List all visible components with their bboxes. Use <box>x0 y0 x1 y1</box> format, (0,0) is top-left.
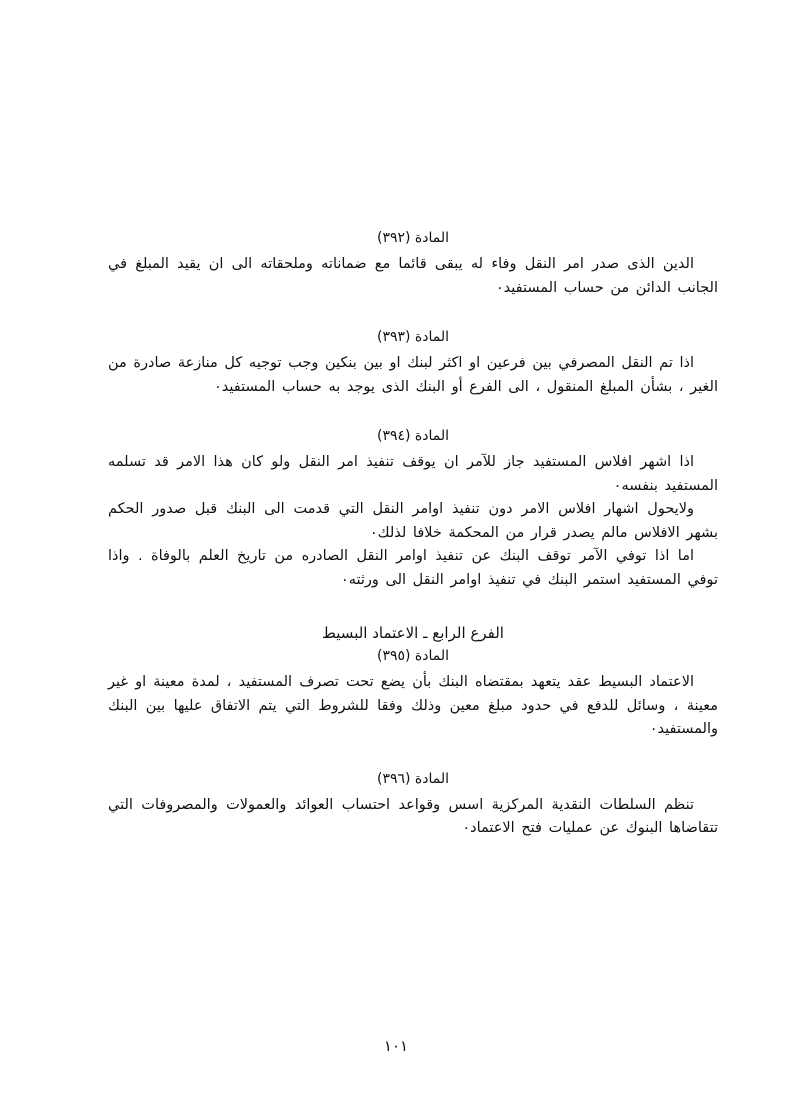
article-heading: المادة (٣٩٢) <box>376 230 450 246</box>
article-paragraph: اذا اشهر افلاس المستفيد جاز للآمر ان يوقف تنفيذ امر النقل ولو كان هذا الامر قد تسلمه المستفيد بنفسه٠ <box>108 454 718 494</box>
article-394 <box>108 426 718 592</box>
article-heading: المادة (٣٩٣) <box>376 329 450 345</box>
article-paragraph: اذا تم النقل المصرفي بين فرعين او اكثر لبنك او بين بنكين وجب توجيه كل منازعة صادرة من الغير ، بشأن المبلغ المنقول ، الى الفرع أو البنك الذى يوجد به حساب المستفيد٠ <box>108 355 718 395</box>
article-heading: المادة (٣٩٥) <box>376 648 450 664</box>
article-paragraph: اما اذا توفي الآمر توقف البنك عن تنفيذ اوامر النقل الصادره من تاريخ العلم بالوفاة . واذا توفي المستفيد استمر البنك في تنفيذ اوامر النقل الى ورثته٠ <box>108 548 718 588</box>
section-heading: الفرع الرابع ـ الاعتماد البسيط <box>322 624 504 642</box>
article-heading: المادة (٣٩٦) <box>376 770 450 787</box>
article-395 <box>108 646 718 742</box>
article-paragraph: الدين الذى صدر امر النقل وفاء له يبقى قائما مع ضماناته وملحقاته الى ان يقيد المبلغ في الجانب الدائن من حساب المستفيد٠ <box>108 256 718 296</box>
article-396 <box>108 769 718 841</box>
article-393 <box>108 327 718 399</box>
article-heading: المادة (٣٩٤) <box>376 428 450 444</box>
article-paragraph: الاعتماد البسيط عقد يتعهد بمقتضاه البنك بأن يضع تحت تصرف المستفيد ، لمدة معينة او غير معينة ، وسائل للدفع في حدود مبلغ معين وذلك وفقا للشروط التي يتم الاتفاق عليها بين البنك والمستفيد٠ <box>108 674 718 737</box>
article-paragraph: ولايحول اشهار افلاس الامر دون تنفيذ اوامر النقل التي قدمت الى البنك قبل صدور الحكم بشهر الافلاس مالم يصدر قرار من المحكمة خلافا لذلك٠ <box>108 501 718 541</box>
article-392 <box>108 228 718 300</box>
page-number: ١٠١ <box>383 1037 409 1055</box>
article-paragraph: تنظم السلطات النقدية المركزية اسس وقواعد احتساب العوائد والعمولات والمصروفات التي تتقاضاها البنوك عن عمليات فتح الاعتماد٠ <box>108 796 718 836</box>
document-body <box>108 228 718 868</box>
